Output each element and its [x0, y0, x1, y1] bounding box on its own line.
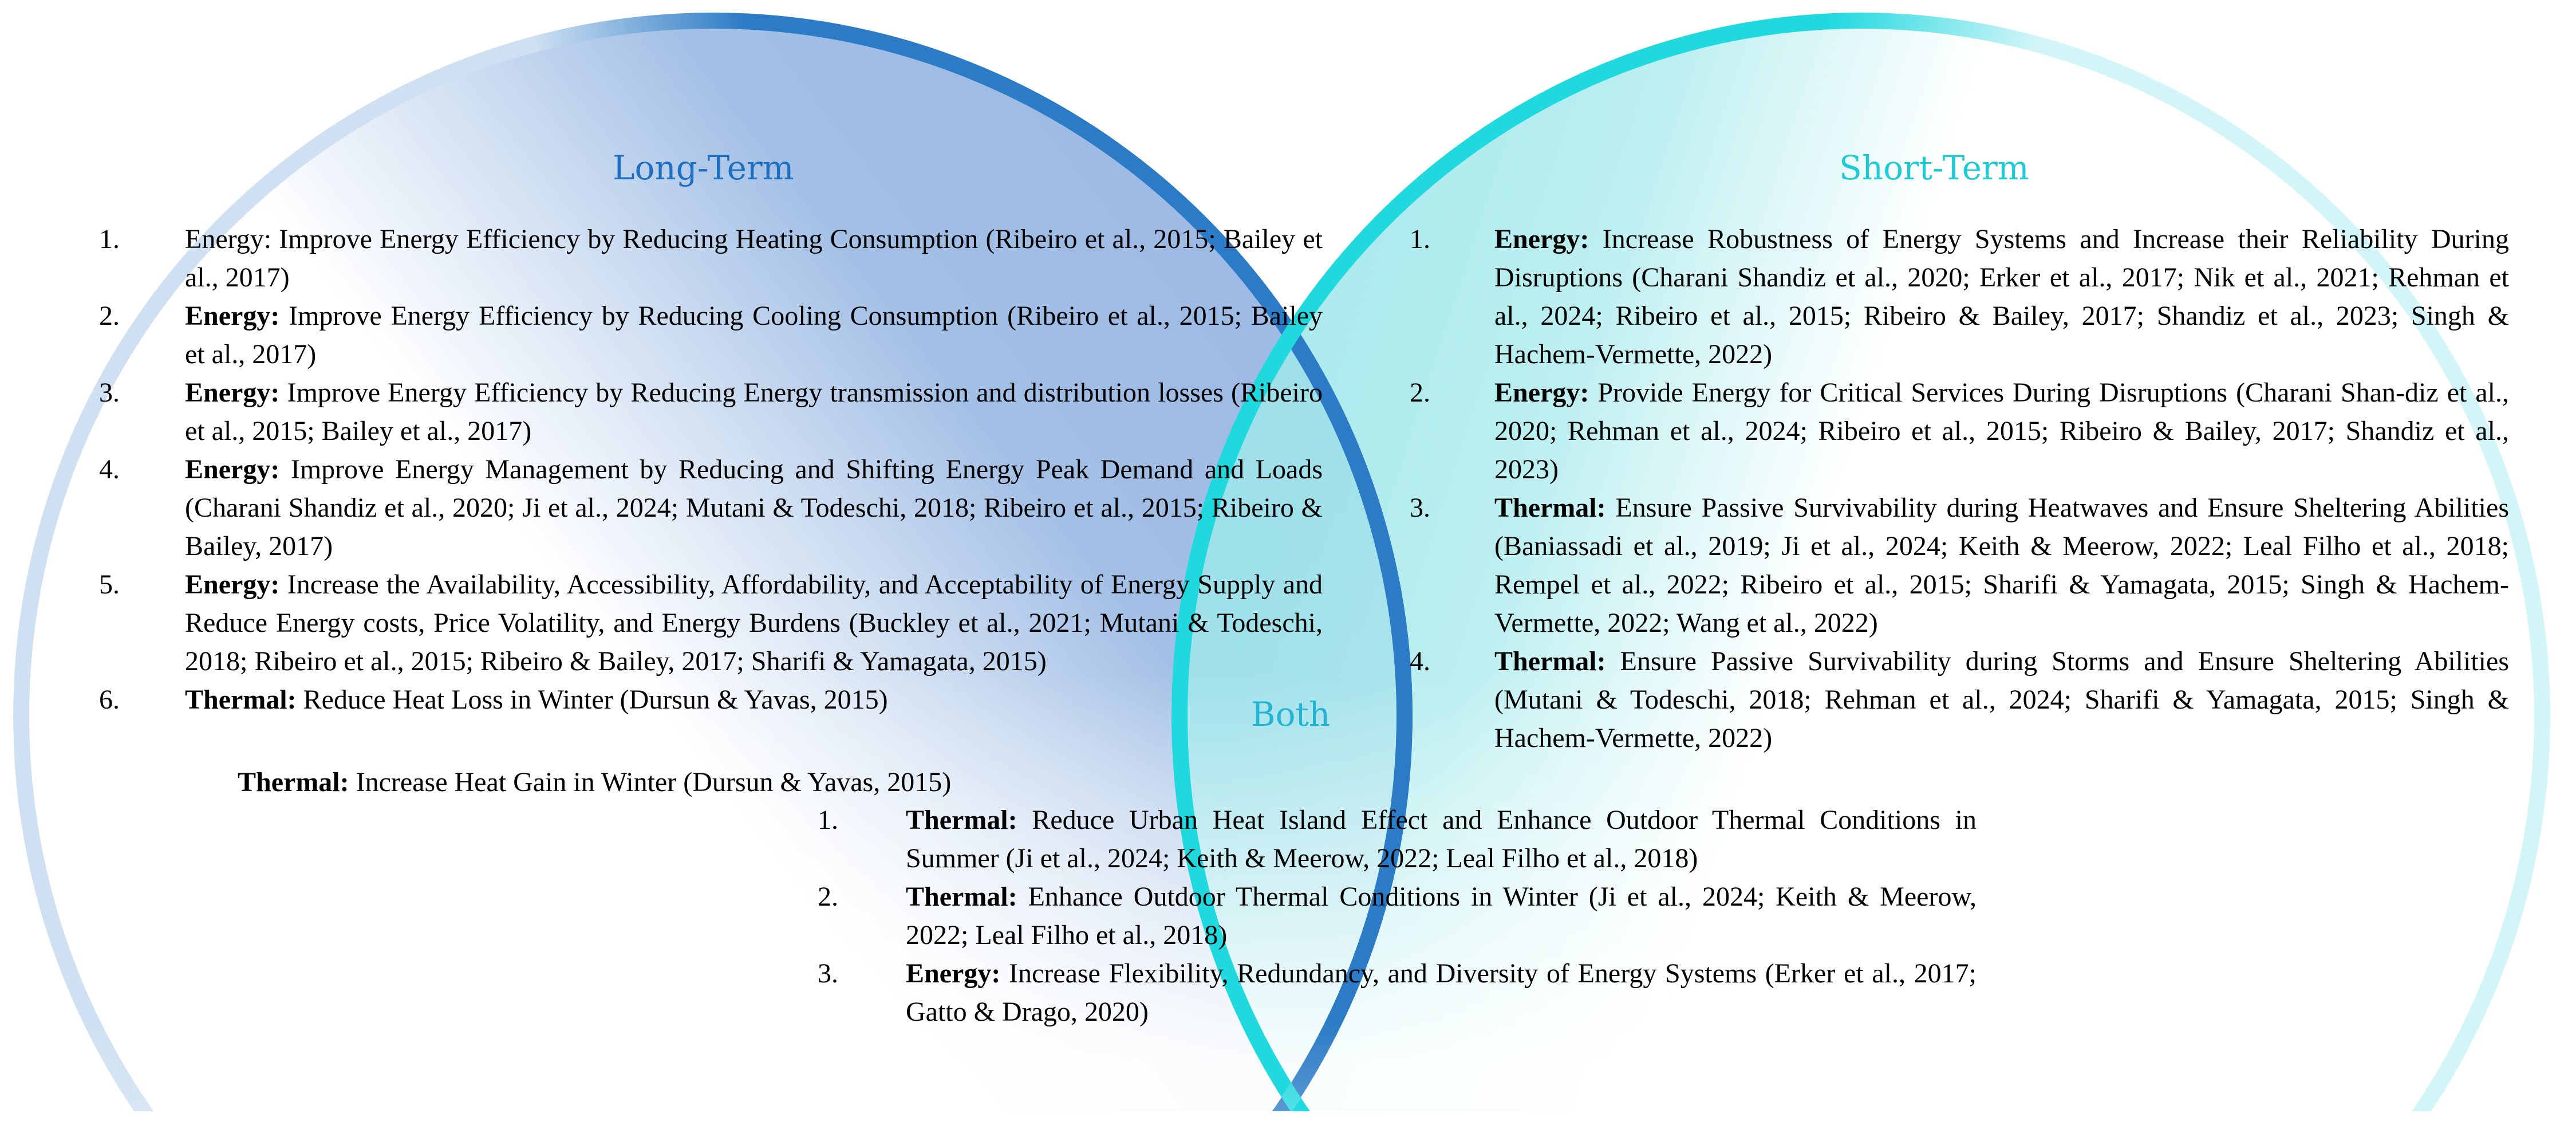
- item-category: Thermal:: [185, 685, 297, 715]
- item-category: Thermal:: [906, 882, 1017, 912]
- item-text: Increase Robustness of Energy Systems and Increase their Reliability During Disruptions (Charani Shandiz et al., 2020; Erker et al., 2017; Nik et al., 2021; Rehman et al., 2024; Ribeiro et al., 2015; Ribeiro & Bailey, 2017; Shandiz et al., 2023; Singh & Hachem-Vermette, 2022): [1494, 224, 2509, 369]
- item-category: Energy:: [185, 454, 280, 485]
- long-term-item: 6. Thermal: Reduce Heat Loss in Winter (Dursun & Yavas, 2015): [99, 685, 888, 715]
- long-term-title: Long-Term: [613, 148, 794, 187]
- item-text: Reduce Heat Loss in Winter (Dursun & Yavas, 2015): [296, 685, 888, 715]
- short-term-list: [1410, 220, 2509, 757]
- long-term-item: 1. Energy: Improve Energy Efficiency by Reducing Heating Consumption (Ribeiro et al., 2015; Bailey et al., 2017): [99, 224, 1323, 293]
- item-category: Energy:: [1494, 377, 1589, 408]
- short-term-item: 1. Energy: Increase Robustness of Energy Systems and Increase their Reliability During Disruptions (Charani Shandiz et al., 2020; Erker et al., 2017; Nik et al., 2021; Rehman et al., 2024; Ribeiro et al., 2015; Ribeiro & Bailey, 2017; Shandiz et al., 2023; Singh & Hachem-Vermette, 2022): [1410, 224, 2509, 369]
- long-term-list: [99, 220, 1323, 719]
- item-text: Increase Flexibility, Redundancy, and Diversity of Energy Systems (Erker et al., 2017; Gatto & Drago, 2020): [906, 958, 1977, 1027]
- item-text: Improve Energy Management by Reducing and Shifting Energy Peak Demand and Loads (Charani Shandiz et al., 2020; Ji et al., 2024; Mutani & Todeschi, 2018; Ribeiro et al., 2015; Ribeiro & Bailey, 2017): [185, 454, 1323, 561]
- short-term-item: 2. Energy: Provide Energy for Critical Services During Disruptions (Charani Shan-diz et al., 2020; Rehman et al., 2024; Ribeiro et al., 2015; Ribeiro & Bailey, 2017; Shandiz et al., 2023): [1410, 377, 2509, 485]
- item-text: Improve Energy Efficiency by Reducing Heating Consumption (Ribeiro et al., 2015; Bailey et al., 2017): [185, 224, 1323, 293]
- both-item: 1. Thermal: Reduce Urban Heat Island Effect and Enhance Outdoor Thermal Conditions in Summer (Ji et al., 2024; Keith & Meerow, 2022; Leal Filho et al., 2018): [818, 805, 1977, 874]
- item-category: Energy:: [185, 377, 280, 408]
- item-category: Thermal:: [906, 805, 1017, 835]
- long-term-item: 4. Energy: Improve Energy Management by Reducing and Shifting Energy Peak Demand and Loads (Charani Shandiz et al., 2020; Ji et al., 2024; Mutani & Todeschi, 2018; Ribeiro et al., 2015; Ribeiro & Bailey, 2017): [99, 454, 1323, 561]
- item-category: Thermal:: [1494, 646, 1606, 676]
- item-category: Thermal:: [1494, 493, 1606, 523]
- long-term-extra-line: [238, 763, 951, 801]
- item-text: Ensure Passive Survivability during Heatwaves and Ensure Sheltering Abilities (Baniassadi et al., 2019; Ji et al., 2024; Keith & Meerow, 2022; Leal Filho et al., 2018; Rempel et al., 2022; Ribeiro et al., 2015; Sharifi & Yamagata, 2015; Singh & Hachem-Vermette, 2022; Wang et al., 2022): [1494, 493, 2509, 638]
- item-category: Energy:: [185, 224, 272, 254]
- long-term-item: 2. Energy: Improve Energy Efficiency by Reducing Cooling Consumption (Ribeiro et al., 2015; Bailey et al., 2017): [99, 301, 1323, 369]
- item-category: Energy:: [185, 569, 280, 600]
- both-list: [818, 801, 1977, 1031]
- item-text: Reduce Urban Heat Island Effect and Enhance Outdoor Thermal Conditions in Summer (Ji et al., 2024; Keith & Meerow, 2022; Leal Filho et al., 2018): [906, 805, 1977, 874]
- both-title: Both: [1251, 695, 1331, 734]
- long-term-item: 3. Energy: Improve Energy Efficiency by Reducing Energy transmission and distribution losses (Ribeiro et al., 2015; Bailey et al., 2017): [99, 377, 1323, 446]
- item-text: Increase Heat Gain in Winter (Dursun & Yavas, 2015): [349, 767, 952, 797]
- both-item: 2. Thermal: Enhance Outdoor Thermal Conditions in Winter (Ji et al., 2024; Keith & Meerow, 2022; Leal Filho et al., 2018): [818, 882, 1977, 950]
- item-category: Energy:: [1494, 224, 1589, 254]
- item-category: Thermal:: [238, 767, 349, 797]
- short-term-item: 3. Thermal: Ensure Passive Survivability during Heatwaves and Ensure Sheltering Abilities (Baniassadi et al., 2019; Ji et al., 2024; Keith & Meerow, 2022; Leal Filho et al., 2018; Rempel et al., 2022; Ribeiro et al., 2015; Sharifi & Yamagata, 2015; Singh & Hachem-Vermette, 2022; Wang et al., 2022): [1410, 493, 2509, 638]
- both-item: 3. Energy: Increase Flexibility, Redundancy, and Diversity of Energy Systems (Erker et al., 2017; Gatto & Drago, 2020): [818, 958, 1977, 1027]
- item-category: Energy:: [185, 301, 280, 331]
- item-text: Provide Energy for Critical Services During Disruptions (Charani Shan-diz et al., 2020; Rehman et al., 2024; Ribeiro et al., 2015; Ribeiro & Bailey, 2017; Shandiz et al., 2023): [1494, 377, 2509, 485]
- item-text: Improve Energy Efficiency by Reducing Energy transmission and distribution losses (Ribeiro et al., 2015; Bailey et al., 2017): [185, 377, 1323, 446]
- item-text: Enhance Outdoor Thermal Conditions in Winter (Ji et al., 2024; Keith & Meerow, 2022; Leal Filho et al., 2018): [906, 882, 1977, 950]
- short-term-title: Short-Term: [1839, 148, 2029, 187]
- item-text: Ensure Passive Survivability during Storms and Ensure Sheltering Abilities (Mutani & Todeschi, 2018; Rehman et al., 2024; Sharifi & Yamagata, 2015; Singh & Hachem-Vermette, 2022): [1494, 646, 2509, 753]
- item-category: Energy:: [906, 958, 1001, 989]
- short-term-item: 4. Thermal: Ensure Passive Survivability during Storms and Ensure Sheltering Abilities (Mutani & Todeschi, 2018; Rehman et al., 2024; Sharifi & Yamagata, 2015; Singh & Hachem-Vermette, 2022): [1410, 646, 2509, 753]
- long-term-item: 5. Energy: Increase the Availability, Accessibility, Affordability, and Acceptability of Energy Supply and Reduce Energy costs, Price Volatility, and Energy Burdens (Buckley et al., 2021; Mutani & Todeschi, 2018; Ribeiro et al., 2015; Ribeiro & Bailey, 2017; Sharifi & Yamagata, 2015): [99, 569, 1323, 676]
- item-text: Improve Energy Efficiency by Reducing Cooling Consumption (Ribeiro et al., 2015; Bailey et al., 2017): [185, 301, 1323, 369]
- item-text: Increase the Availability, Accessibility, Affordability, and Acceptability of Energy Supply and Reduce Energy costs, Price Volatility, and Energy Burdens (Buckley et al., 2021; Mutani & Todeschi, 2018; Ribeiro et al., 2015; Ribeiro & Bailey, 2017; Sharifi & Yamagata, 2015): [185, 569, 1323, 676]
